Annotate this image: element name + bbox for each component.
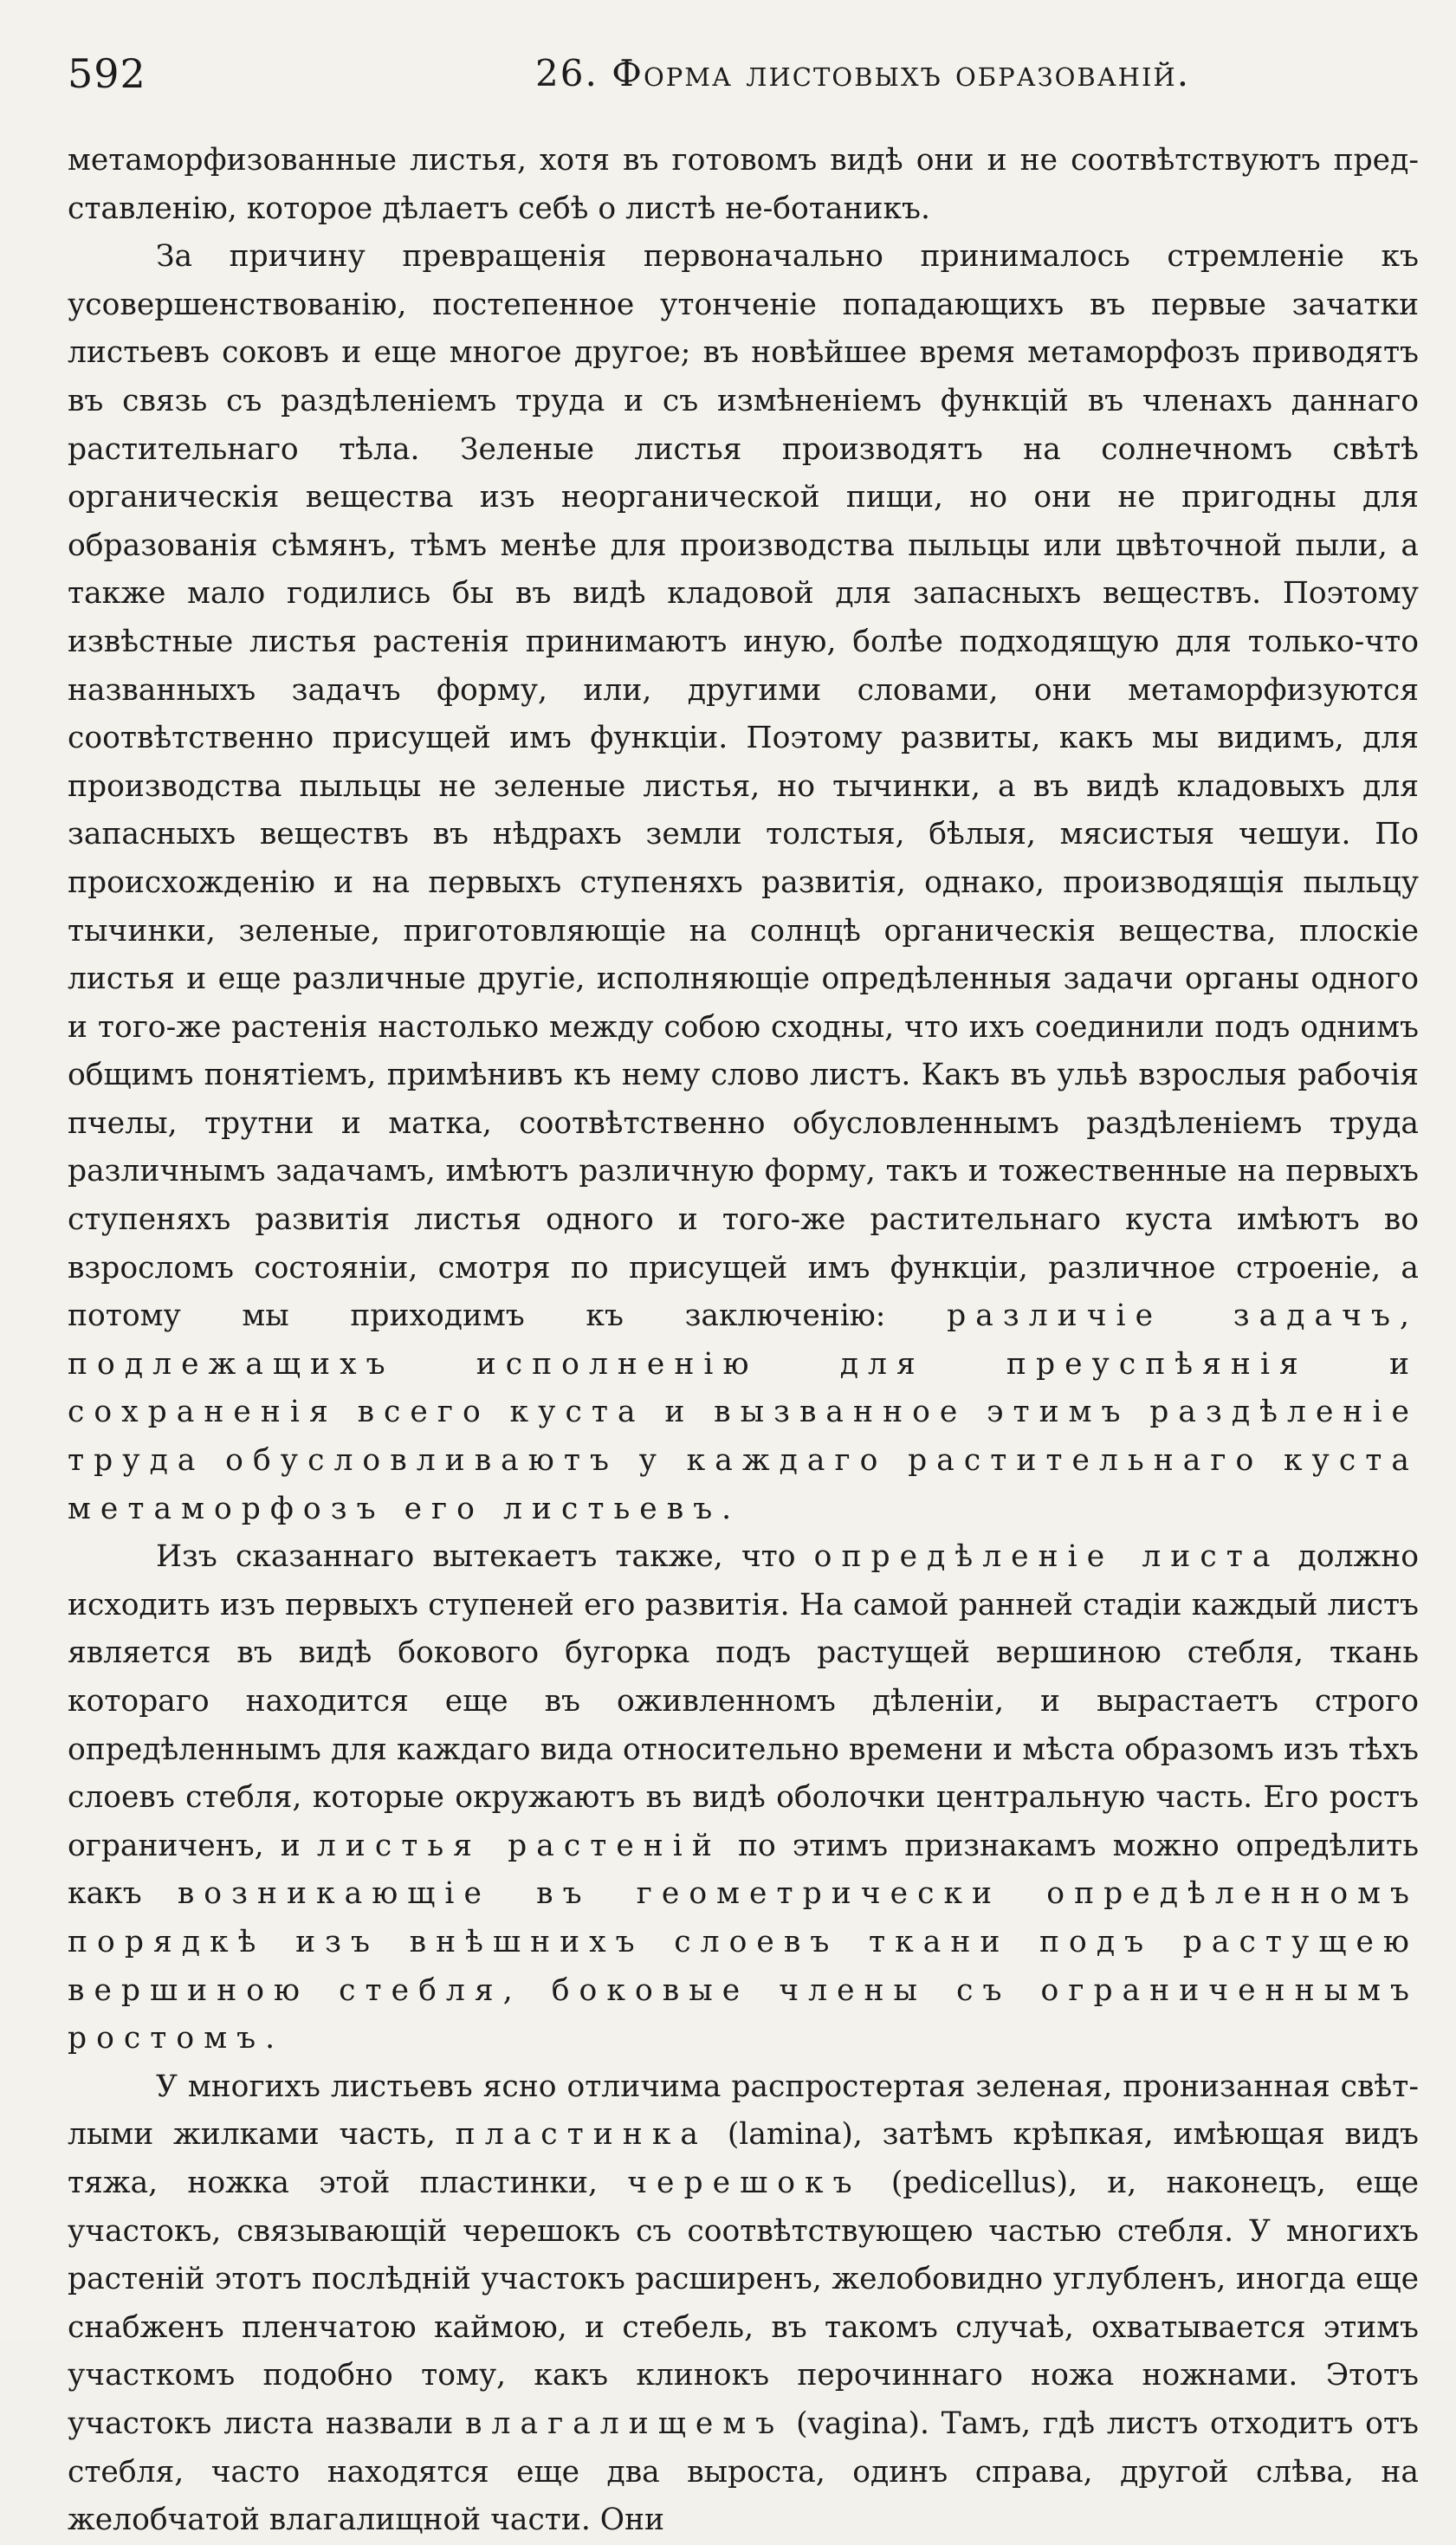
emphasized-text: возникающіе въ геометрически опредѣленномъ порядкѣ изъ внѣшнихъ слоевъ ткани подъ растущею вершиною стебля, боковые члены съ ограниченнымъ ростомъ.	[68, 1876, 1419, 2056]
text-run: (lamina), затѣмъ крѣпкая, имѣющая видъ тяжа, ножка этой пластинки,	[68, 2117, 1419, 2200]
text-run: У многихъ листьевъ ясно отличима распростертая зеленая, пронизанная свѣтлыми жилками часть,	[68, 2069, 1419, 2153]
emphasized-text: влагалищемъ	[465, 2406, 785, 2441]
paragraph	[68, 137, 1419, 233]
page-number: 592	[68, 50, 146, 97]
paragraph	[68, 1533, 1419, 2063]
text-run: по этимъ признакамъ можно опредѣлить какъ	[68, 1828, 1419, 1912]
running-title: 26. Форма листовыхъ образованій.	[535, 52, 1191, 94]
emphasized-text: различіе задачъ, подлежащихъ исполненію для преуспѣянія и сохраненія всего куста и вызванное этимъ раздѣленіе труда обусловливаютъ у каждаго растительнаго куста метаморфозъ его листьевъ.	[68, 1298, 1419, 1526]
emphasized-text: черешокъ	[627, 2165, 862, 2200]
text-run: (pedicellus), и, наконецъ, еще участокъ, связывающій черешокъ съ соотвѣтствующею частью стебля. У многихъ растеній этотъ послѣдній участокъ расширенъ, желобовидно углубленъ, иногда еще снабженъ пленчатою каймою, и стебель, въ такомъ случаѣ, охватывается этимъ участкомъ подобно тому, какъ клинокъ перочиннаго ножа ножнами. Этотъ участокъ листа назвали	[68, 2165, 1419, 2441]
text-run: метаморфизованные листья, хотя въ готовомъ видѣ они и не соотвѣтствуютъ представленію, которое дѣлаетъ себѣ о листѣ не-ботаникъ.	[68, 143, 1419, 226]
body-text	[68, 137, 1419, 2545]
text-run: За причину превращенія первоначально принималось стремленіе къ усовершенствованію, постепенное утонченіе попадающихъ въ первые зачатки листьевъ соковъ и еще многое другое; въ новѣйшее время метаморфозъ приводятъ въ связь съ раздѣленіемъ труда и съ измѣненіемъ функцій въ членахъ даннаго растительнаго тѣла. Зеленые листья производятъ на солнечномъ свѣтѣ органическія вещества изъ неорганической пищи, но они не пригодны для образованія сѣмянъ, тѣмъ менѣе для производства пыльцы или цвѣточной пыли, а также мало годились бы въ видѣ кладовой для запасныхъ веществъ. Поэтому извѣстные листья растенія принимаютъ иную, болѣе подходящую для только-что названныхъ задачъ форму, или, другими словами, они метаморфизуются соотвѣтственно присущей имъ функціи. Поэтому развиты, какъ мы видимъ, для производства пыльцы не зеленые листья, но тычинки, а въ видѣ кладовыхъ для запасныхъ веществъ въ нѣдрахъ земли толстыя, бѣлыя, мясистыя чешуи. По происхожденію и на первыхъ ступеняхъ развитія, однако, производящія пыльцу тычинки, зеленые, приготовляющіе на солнцѣ органическія вещества, плоскіе листья и еще различные другіе, исполняющіе опредѣленныя задачи органы одного и того-же растенія настолько между собою сходны, что ихъ соединили подъ однимъ общимъ понятіемъ, примѣнивъ къ нему слово листъ. Какъ въ ульѣ взрослыя рабочія пчелы, трутни и матка, соотвѣтственно обусловленнымъ раздѣленіемъ труда различнымъ задачамъ, имѣютъ различную форму, такъ и тожественные на первыхъ ступеняхъ развитія листья одного и того-же растительнаго куста имѣютъ во взросломъ состояніи, смотря по присущей имъ функціи, различное строеніе, а потому мы приходимъ къ заключенію:	[68, 239, 1419, 1334]
paragraph	[68, 2063, 1419, 2545]
text-run: Изъ сказаннаго вытекаетъ также, что	[156, 1539, 814, 1575]
page-header	[68, 42, 1401, 120]
emphasized-text: пластинка	[455, 2117, 709, 2153]
text-run: должно исходить изъ первыхъ ступеней его развитія. На самой ранней стадіи каждый листъ является въ видѣ бокового бугорка подъ растущей вершиною стебля, ткань котораго находится еще въ оживленномъ дѣленіи, и вырастаетъ строго опредѣленнымъ для каждаго вида относительно времени и мѣста образомъ изъ тѣхъ слоевъ стебля, которые окружаютъ въ видѣ оболочки центральную часть. Его ростъ ограниченъ, и	[68, 1539, 1419, 1863]
text-run: (vagina). Тамъ, гдѣ листъ отходитъ отъ стебля, часто находятся еще два выроста, одинъ справа, другой слѣва, на желобчатой влагалищной части. Они	[68, 2406, 1419, 2538]
emphasized-text: листья растеній	[316, 1828, 722, 1863]
emphasized-text: опредѣленіе листа	[813, 1539, 1280, 1575]
paragraph	[68, 233, 1419, 1533]
